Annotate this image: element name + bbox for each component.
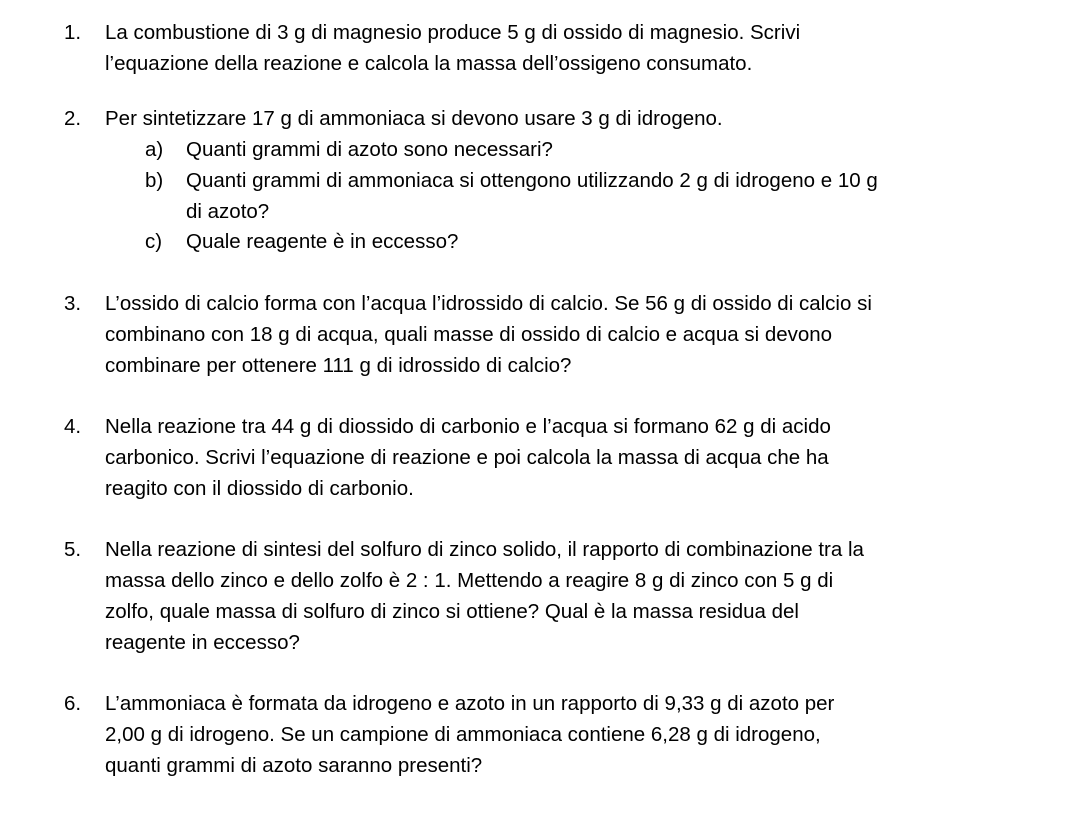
subitem-text (186, 134, 1066, 165)
text-line: La combustione di 3 g di magnesio produce 5 g di ossido di magnesio. Scrivi (105, 21, 801, 44)
exercise-text (105, 688, 1055, 781)
text-line: Nella reazione tra 44 g di diossido di carbonio e l’acqua si formano 62 g di acido (105, 415, 831, 438)
exercise-text (105, 17, 1055, 79)
text-line: L’ossido di calcio forma con l’acqua l’idrossido di calcio. Se 56 g di ossido di calcio si (105, 292, 872, 315)
exercise-text (105, 534, 1055, 658)
exercise-text (105, 103, 1055, 134)
exercise-number: 5. (64, 538, 82, 561)
text-line: Quale reagente è in eccesso? (186, 230, 459, 253)
text-line: Quanti grammi di azoto sono necessari? (186, 138, 553, 161)
exercise-text (105, 288, 1055, 381)
text-line: l’equazione della reazione e calcola la massa dell’ossigeno consumato. (105, 52, 753, 75)
exercise-number: 3. (64, 292, 82, 315)
text-line: Quanti grammi di ammoniaca si ottengono utilizzando 2 g di idrogeno e 10 g (186, 169, 878, 192)
text-line: L’ammoniaca è formata da idrogeno e azoto in un rapporto di 9,33 g di azoto per (105, 692, 835, 715)
text-line: massa dello zinco e dello zolfo è 2 : 1. Mettendo a reagire 8 g di zinco con 5 g di (105, 569, 834, 592)
text-line: di azoto? (186, 200, 270, 223)
subitem-text (186, 165, 1066, 227)
text-line: Per sintetizzare 17 g di ammoniaca si devono usare 3 g di idrogeno. (105, 107, 723, 130)
text-line: combinano con 18 g di acqua, quali masse di ossido di calcio e acqua si devono (105, 323, 833, 346)
subitem-letter: a) (145, 138, 164, 161)
text-line: Nella reazione di sintesi del solfuro di zinco solido, il rapporto di combinazione tra la (105, 538, 864, 561)
exercise-number: 6. (64, 692, 82, 715)
exercise-number: 4. (64, 415, 82, 438)
text-line: 2,00 g di idrogeno. Se un campione di ammoniaca contiene 6,28 g di idrogeno, (105, 723, 821, 746)
subitem-text (186, 226, 1066, 257)
exercise-text (105, 411, 1055, 504)
text-line: zolfo, quale massa di solfuro di zinco si ottiene? Qual è la massa residua del (105, 600, 799, 623)
exercise-number: 1. (64, 21, 82, 44)
text-line: reagito con il diossido di carbonio. (105, 477, 414, 500)
exercise-number: 2. (64, 107, 82, 130)
subitem-letter: c) (145, 230, 163, 253)
text-line: reagente in eccesso? (105, 631, 300, 654)
text-line: carbonico. Scrivi l’equazione di reazione e poi calcola la massa di acqua che ha (105, 446, 829, 469)
text-line: combinare per ottenere 111 g di idrossido di calcio? (105, 354, 572, 377)
subitem-letter: b) (145, 169, 164, 192)
text-line: quanti grammi di azoto saranno presenti? (105, 754, 483, 777)
